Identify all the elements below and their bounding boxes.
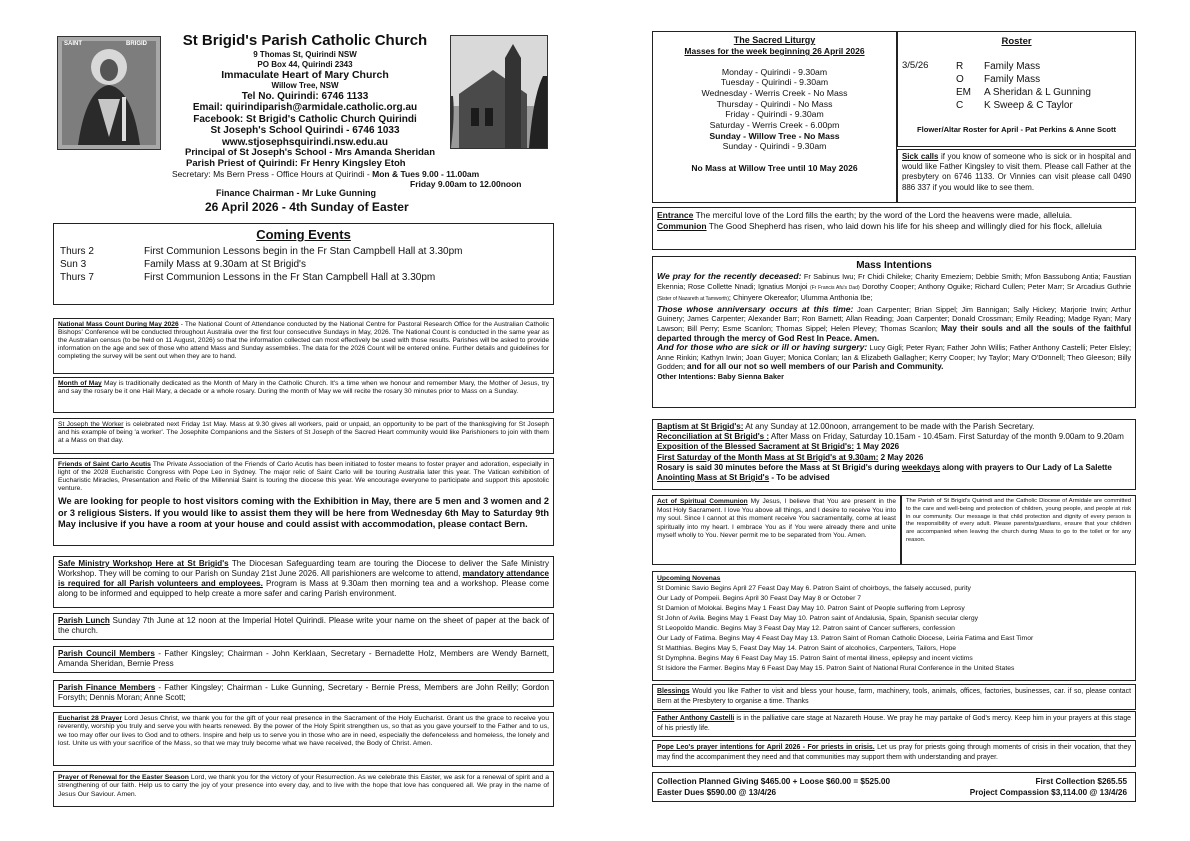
- anniversaries-names: Joan Carpenter; Brian Sippel; Jim Bannigan; Sally Hickey; Marjorie Irwin; Arthur Guinery; James Carpenter; Alexander Barr; Ron Barnett; Allan Reading; Joan Carpenter; Donald Crossman; Emily Reading; Madge Ryan; Mary Lawson; Bill Perry; Esme Scanlon; Thomas Sippel; Helen Plevey; Thomas Scanlon;: [657, 304, 1132, 333]
- exposition-title: Exposition of the Blessed Sacrament at St Brigid's:: [657, 442, 855, 452]
- sick-intentions-prayer: and for all our not so well members of our Parish and Community.: [687, 362, 944, 372]
- child-safeguarding-box: [901, 495, 1136, 565]
- renewal-prayer-title: Prayer of Renewal for the Easter Season: [58, 774, 189, 781]
- mass-time-line: Friday - Quirindi - 9.30am: [725, 109, 824, 120]
- mass-time-line: Sunday - Quirindi - 9.30am: [722, 141, 827, 152]
- roster-title: Roster: [1001, 36, 1032, 47]
- recently-deceased-names-3: ; Chinyere Okereafor; Ulumma Anthonia Ibe;: [728, 293, 873, 303]
- rosary-line: [657, 463, 1131, 473]
- carlo-acutis-host-appeal: We are looking for people to host visitors coming with the Exhibition in May, there are 5 men and 3 women and 2 or 3 religious Sisters. If you would like to assist them they will be here from Wednesday 6th May to Saturday 9th May inclusive if you have a room at your house and could assist with accommodation, please contact Bern.: [58, 496, 549, 529]
- icon-label-brigid: BRIGID: [126, 41, 147, 47]
- parish-address-street: 9 Thomas St, Quirindi NSW: [253, 50, 357, 59]
- blessings-text: Would you like Father to visit and bless your house, farm, machinery, tools, animals, offices, factories, businesses, car. if so, please contact Bern at the Presbytery to organise a time. Thanks: [657, 688, 1131, 705]
- castelli-box: [652, 711, 1136, 737]
- safe-ministry-mandatory: mandatory attendance is required for all Parish volunteers and employees.: [58, 569, 549, 589]
- entrance-text: The merciful love of the Lord fills the earth; by the word of the Lord the heavens were made, alleluia.: [693, 210, 1073, 220]
- spiritual-communion-box: [652, 495, 901, 565]
- liturgy-mass-list: [653, 67, 896, 153]
- parish-council-title: Parish Council Members: [58, 649, 155, 658]
- castelli-text: is in the palliative care stage at Nazareth House. We pray he may partake of God's mercy. Keep him in your prayers at this stage of his priestly life.: [657, 715, 1131, 732]
- spiritual-communion-text: My Jesus, I believe that You are present in the Most Holy Sacrament. I love You above all things, and I desire to receive You into my soul. Since I cannot at this moment receive You sacramentally, come at least spiritually into my heart. I embrace You as if You were already there and unite myself wholly to You. Never permit me to be separated from You. Amen.: [657, 498, 896, 540]
- anointing-text: - To be advised: [769, 473, 830, 483]
- safe-ministry-notice: [53, 556, 554, 608]
- event-text: First Communion Lessons begin in the Fr Stan Campbell Hall at 3.30pm: [144, 246, 463, 257]
- parish-finance-notice: [53, 680, 554, 707]
- roster-code: C: [956, 100, 964, 111]
- carlo-acutis-notice: [53, 458, 554, 546]
- novena-item: Our Lady of Fatima. Begins May 4 Feast Day May 13. Patron Saint of Roman Catholic Diocese, Leiria Fatima and East Timor: [657, 635, 1034, 642]
- castelli-title: Father Anthony Castelli: [657, 715, 735, 722]
- willow-tree-address: Willow Tree, NSW: [271, 81, 339, 90]
- roster-name: A Sheridan & L Gunning: [984, 87, 1091, 98]
- reconciliation-line: [657, 432, 1131, 442]
- liturgy-footer: No Mass at Willow Tree until 10 May 2026: [691, 163, 858, 174]
- blessings-title: Blessings: [657, 688, 690, 695]
- rosary-weekdays: weekdays: [901, 462, 941, 472]
- eucharist-prayer-title: Eucharist 28 Prayer: [58, 715, 123, 722]
- novena-item: St Dymphna. Begins May 6 Feast Day May 15. Patron Saint of mental illness, epilepsy and incent victims: [657, 655, 973, 662]
- renewal-prayer-text: Lord, we thank you for the victory of your Resurrection. As we celebrate this Easter, we ask for a renewal of spirit and a strengthening of our faith. Help us to carry the joy of your presence into every day, and to live with the hope that love has conquered all. We pray in the name of Jesus Our Saviour. Amen.: [58, 774, 549, 798]
- anniversaries-prayer: May their souls and all the souls of the faithful departed through the mercy of God Rest In Peace. Amen.: [657, 323, 1131, 343]
- month-of-may-text: May is traditionally dedicated as the Month of Mary in the Catholic Church. It's a time when we honour and remember Mary, the Mother of Jesus, try and say the rosary be it one Hail Mary, a decade or a whole rosary. During the month of May we will recite the rosary 30 minutes prior to Mass on a Sunday.: [58, 380, 550, 396]
- mass-time-line: Thursday - Quirindi - No Mass: [716, 98, 833, 109]
- secretary-text: Secretary: Ms Bern Press - Office Hours at Quirindi -: [172, 169, 370, 179]
- mass-count-notice: [53, 318, 554, 374]
- liturgy-subtitle: Masses for the week beginning 26 April 2026: [684, 46, 865, 56]
- collection-project-compassion: Project Compassion $3,114.00 @ 13/4/26: [969, 788, 1127, 797]
- recently-deceased-names-2: Dorothy Cooper; Anthony Oguike; Richard Cullen; Peter Marr; Sr Arcadius Guthrie: [859, 281, 1131, 291]
- reconciliation-title: Reconciliation at St Brigid's :: [657, 432, 770, 442]
- mass-count-text: - The National Count of Attendance conducted by the National Centre for Pastoral Research Office for the Australian Catholic Bishops' Conference will be conducted throughout Australia over the first four consecutive Sundays in May, 2026. The National Count is conducted in the same year as the Australian census (to be held on 11 August, 2026) so that the information collected can most effectively be used with those results. Parishes will be asked to provide information on the age and sex of those who attend Mass and Sunday assemblies. The data for the 2026 Count will be entered online. Further details and guidelines for completing the survey will be sent out when they are to hand.: [58, 321, 549, 360]
- communion-title: Communion: [657, 221, 707, 232]
- icon-label-saint: SAINT: [64, 41, 82, 47]
- event-day: Thurs 2: [60, 246, 94, 257]
- renewal-prayer-notice: [53, 771, 554, 807]
- bulletin-date: 26 April 2026 - 4th Sunday of Easter: [205, 200, 409, 214]
- mass-time-line: Monday - Quirindi - 9.30am: [721, 66, 828, 77]
- communion-antiphon: [657, 221, 1131, 232]
- mass-intentions-title: Mass Intentions: [856, 260, 932, 271]
- first-saturday-date: 2 May 2026: [878, 452, 924, 462]
- coming-events-list: [60, 245, 553, 284]
- joseph-worker-notice: [53, 418, 554, 454]
- parish-finance-title: Parish Finance Members: [58, 683, 156, 692]
- parish-facebook[interactable]: Facebook: St Brigid's Catholic Church Quirindi: [193, 113, 417, 125]
- carlo-acutis-title: Friends of Saint Carlo Acutis: [58, 461, 151, 468]
- roster-code: R: [956, 61, 964, 72]
- communion-text: The Good Shepherd has risen, who laid down his life for his sheep and willingly died for his flock, alleluia: [706, 221, 1102, 232]
- collection-box: [652, 772, 1136, 802]
- event-text: First Communion Lessons in the Fr Stan Campbell Hall at 3.30pm: [144, 272, 436, 283]
- mass-time-line: Saturday - Werris Creek - 6.00pm: [709, 120, 840, 131]
- eucharist-prayer-notice: [53, 712, 554, 766]
- coming-event-item: [60, 258, 553, 271]
- rosary-text: Rosary is said 30 minutes before the Mass at St Brigid's during: [657, 462, 902, 472]
- collection-easter-dues: Easter Dues $590.00 @ 13/4/26: [657, 788, 777, 797]
- parish-lunch-text: Sunday 7th June at 12 noon at the Imperial Hotel Quirindi. Please write your name on the sheet of paper at the back of the church.: [58, 616, 549, 636]
- mass-time-line-willow-tree: Sunday - Willow Tree - No Mass: [709, 130, 840, 141]
- baptism-title: Baptism at St Brigid's:: [657, 422, 744, 431]
- rosary-text-2: along with prayers to Our Lady of La Salette: [940, 462, 1112, 472]
- parish-lunch-title: Parish Lunch: [58, 616, 110, 625]
- secretary-hours-mon-tue: Mon & Tues 9.00 - 11.00am: [372, 169, 480, 179]
- event-text: Family Mass at 9.30am at St Brigid's: [144, 259, 306, 270]
- anointing-line: [657, 473, 1131, 483]
- child-safeguarding-text: The Parish of St Brigid's Quirindi and the Catholic Diocese of Armidale are committed to the care and well-being and protection of children, young people, and people at risk in our community. Our message is that child protection and dignity of every person is the responsibility of every adult. Please parents/guardians, ensure that your children are accompanied when leaving the church during Mass to go to the toilet or for any reason.: [906, 498, 1131, 543]
- mass-intentions-box: [652, 256, 1136, 408]
- collection-planned: Collection Planned Giving $465.00 + Loose $60.00 = $525.00: [657, 777, 890, 786]
- mass-time-line: Wednesday - Werris Creek - No Mass: [701, 87, 848, 98]
- pope-intentions-box: [652, 740, 1136, 767]
- sick-intentions: [657, 343, 1131, 372]
- anniversaries: [657, 305, 1131, 343]
- church-building-image: [451, 36, 547, 148]
- recently-deceased-note-2: (Sister of Nazareth at Tamworth): [657, 296, 729, 303]
- event-day: Thurs 7: [60, 272, 94, 283]
- recently-deceased-names: Fr Sabinus Iwu; Fr Chidi Chileke; Charity Emeziem; Debbie Smith; Mfon Bassubong Antia; Faustian Ekennia; Rose Collette Nnadi; Ignatius Monjoi: [657, 272, 1131, 291]
- other-intentions: Other Intentions: Baby Sienna Baker: [657, 371, 784, 381]
- parish-finance-text: - Father Kingsley; Chairman - Luke Gunning, Secretary - Bernie Press, Members are John Reilly; Gordon Forsyth; Dennis Moran; Anne Scott;: [58, 683, 549, 703]
- roster-code: O: [956, 74, 964, 85]
- month-of-may-title: Month of May: [58, 380, 102, 387]
- coming-event-item: [60, 245, 553, 258]
- novenas-title: Upcoming Novenas: [657, 575, 721, 582]
- parish-title: St Brigid's Parish Catholic Church: [182, 32, 428, 49]
- sick-calls-text: if you know of someone who is sick or in hospital and would like Father Kingsley to visit them. Please call Father at the presbytery on 6746 1133. Or Vinnies can visit please call 0490 886 337 if you would like to see them.: [902, 152, 1131, 192]
- roster-row: [956, 73, 1091, 86]
- church-photo: [450, 35, 548, 149]
- roster-row: [956, 60, 1091, 73]
- mass-time-line: Tuesday - Quirindi - 9.30am: [720, 77, 829, 88]
- roster-row: [956, 86, 1091, 99]
- roster-code: EM: [956, 87, 971, 98]
- roster-list: [956, 60, 1091, 112]
- baptism-text: At any Sunday at 12.00noon, arrangement to be made with the Parish Secretary.: [743, 422, 1035, 431]
- joseph-worker-title: St Joseph the Worker: [58, 421, 124, 428]
- carlo-acutis-text: The Private Association of the Friends of Carlo Acutis has been initiated to foster means to foster prayer and adoration, especially in light of the 2028 Eucharistic Congress with Pope Leo in Sydney. The major relic of Saint Carlo will be touring Australia later this year. The Vatican exhibition of Eucharistic Miracles, Presentation and Relic of the Millennial Saint is touring the diocese this year. We encourage everyone to participate and support this apostolic venture.: [58, 461, 549, 493]
- parish-email[interactable]: Email: quirindiparish@armidale.catholic.org.au: [192, 102, 418, 113]
- pope-intentions-title: Pope Leo's prayer intentions for April 2026 - For priests in crisis.: [657, 744, 875, 751]
- secretary-hours-friday: Friday 9.00am to 12.00noon: [410, 179, 522, 189]
- roster-name: Family Mass: [984, 61, 1041, 72]
- liturgy-title: The Sacred Liturgy: [733, 35, 816, 45]
- pope-intentions-text: Let us pray for priests going through moments of crisis in their vocation, that they may find the accompaniment they need and that communities may support them with understanding and prayer.: [657, 744, 1132, 761]
- collection-first: First Collection $265.55: [1035, 777, 1127, 786]
- anniversaries-label: Those whose anniversary occurs at this time:: [657, 303, 854, 314]
- roster-row: [956, 99, 1091, 112]
- safe-ministry-title: Safe Ministry Workshop Here at St Brigid's: [58, 559, 229, 568]
- sick-intentions-label: And for those who are sick or ill or having surgery:: [657, 342, 868, 353]
- joseph-worker-text: is celebrated next Friday 1st May. Mass at 9.30 gives all workers, paid or unpaid, an opportunity to be part of the thanksgiving for St Joseph and his example of being 'a worker'. The Josephite Companions and the Sisters of St Joseph of the Sacred Heart community would like Parishioners to join with them at a Mass on that day.: [58, 421, 549, 445]
- recently-deceased-label: We pray for the recently deceased:: [657, 271, 802, 281]
- novena-item: St John of Avila. Begins May 1 Feast Day May 10. Patron saint of Andalusia, Spain, Spanish secular clergy: [657, 615, 979, 622]
- sacred-liturgy-box: [652, 31, 897, 203]
- eucharist-prayer-text: Lord Jesus Christ, we thank you for the gift of your real presence in the Sacrament of the Holy Eucharist. Grant us the grace to receive you reverently, worship you truly and serve you with hearts renewed. By the power of the Holy Spirit strengthen us, so that as you gave yourself to the Father and to us, we too may offer our lives to God and to others. Inspire and help us to serve you in those who are in need, especially the defenceless and homeless, the lonely and lost. Unite us with your sacrifice of the Mass, so that we may truly become what we have received, the Body of Christ. Amen.: [58, 715, 549, 747]
- roster-name: K Sweep & C Taylor: [984, 100, 1073, 111]
- reconciliation-text: After Mass on Friday, Saturday 10.15am - 10.45am. First Saturday of the month 9.00am to 9.20am: [769, 432, 1124, 442]
- event-day: Sun 3: [60, 259, 87, 270]
- novena-item: St Damion of Molokai. Begins May 1 Feast Day May 10. Patron Saint of People suffering from Leprosy: [657, 605, 965, 612]
- safe-ministry-program: Program is Mass at 9.30am then morning tea and a workshop. Please come along to be informed and equipped to help create a more safer and caring Parish environment.: [58, 579, 549, 599]
- secretary-line: [172, 169, 479, 179]
- novena-item: St Leopoldo Mandic. Begins May 3 Feast Day May 12. Patron saint of Cancer sufferers, confession: [657, 625, 955, 632]
- baptism-line: [657, 422, 1131, 432]
- blessings-box: [652, 684, 1136, 710]
- st-brigid-icon-image: [57, 36, 161, 150]
- coming-events-box: [53, 223, 554, 305]
- novena-item: St Dominic Savio Begins April 27 Feast Day May 6. Patron Saint of choirboys, the falsely accused, purity: [657, 585, 971, 592]
- roster-date: 3/5/26: [902, 60, 929, 71]
- sick-intentions-names: Lucy Gigli; Peter Ryan; Father John Willis; Father Anthony Castelli; Peter Elsley; Anne Rinkin; Kathyn Irwin; Joan Guyer; Monica Conlan; Ian & Elizabeth Gallagher; Kerry Cooper; Ivy Taylor; Mary O'Donnell; Theo Gleeson; Billy Godden;: [657, 343, 1131, 372]
- school-principal: Principal of St Joseph's School - Mrs Amanda Sheridan: [185, 147, 436, 158]
- saint-brigid-icon: [58, 37, 160, 149]
- parish-priest: Parish Priest of Quirindi: Fr Henry Kingsley Etoh: [186, 158, 406, 169]
- parish-lunch-notice: [53, 613, 554, 640]
- school-website[interactable]: www.stjosephsquirindi.nsw.edu.au: [222, 136, 388, 148]
- roster-name: Family Mass: [984, 74, 1041, 85]
- anointing-title: Anointing Mass at St Brigid's: [657, 473, 770, 483]
- first-saturday-line: [657, 453, 1131, 463]
- school-phone: St Joseph's School Quirindi - 6746 1033: [210, 125, 400, 136]
- antiphons-box: [652, 207, 1136, 250]
- parish-header: [160, 32, 450, 148]
- novena-item: Our Lady of Pompeii. Begins April 30 Feast Day May 8 or October 7: [657, 595, 862, 602]
- coming-event-item: [60, 271, 553, 284]
- spiritual-communion-title: Act of Spiritual Communion: [657, 498, 748, 505]
- safe-ministry-text: The Diocesan Safeguarding team are touring the Diocese to deliver the Safe Ministry Workshop. They will be coming to our Parish on Sunday 21st June 2026. All parishioners are welcome to attend,: [58, 559, 549, 579]
- sick-calls-box: [897, 149, 1136, 203]
- exposition-date: 1 May 2026: [854, 442, 900, 452]
- roster-box: [897, 31, 1136, 147]
- parish-phone: Tel No. Quirindi: 6746 1133: [241, 90, 369, 102]
- flower-roster: Flower/Altar Roster for April - Pat Perkins & Anne Scott: [916, 125, 1117, 134]
- finance-chairman: Finance Chairman - Mr Luke Gunning: [216, 188, 377, 198]
- entrance-antiphon: [657, 210, 1131, 221]
- sick-calls-title: Sick calls: [902, 152, 939, 161]
- month-of-may-notice: [53, 377, 554, 413]
- novena-item: St Isidore the Farmer. Begins May 6 Feast Day May 15. Patron Saint of National Rural Conference in the United States: [657, 665, 1015, 672]
- parish-council-notice: [53, 646, 554, 673]
- mass-count-title: National Mass Count During May 2026: [58, 321, 179, 328]
- parish-address-po: PO Box 44, Quirindi 2343: [257, 59, 353, 69]
- recently-deceased-note: (Fr Francis Afu's Dad): [809, 284, 860, 291]
- coming-events-title: Coming Events: [256, 227, 351, 242]
- willow-tree-church: Immaculate Heart of Mary Church: [221, 69, 389, 81]
- exposition-line: [657, 442, 1131, 452]
- novena-item: St Matthias. Begins May 5, Feast Day May 14. Patron Saint of alcoholics, Carpenters, Tailors, Hope: [657, 645, 957, 652]
- recently-deceased: [657, 272, 1131, 305]
- parish-council-text: - Father Kingsley; Chairman - John Kerklaan, Secretary - Bernadette Holz, Members are Wendy Barnett, Amanda Sheridan, Bernie Press: [58, 649, 549, 669]
- first-saturday-title: First Saturday of the Month Mass at St Brigid's at 9.30am:: [657, 452, 879, 462]
- entrance-title: Entrance: [657, 210, 694, 220]
- novenas-box: [652, 571, 1136, 681]
- sacraments-box: [652, 419, 1136, 490]
